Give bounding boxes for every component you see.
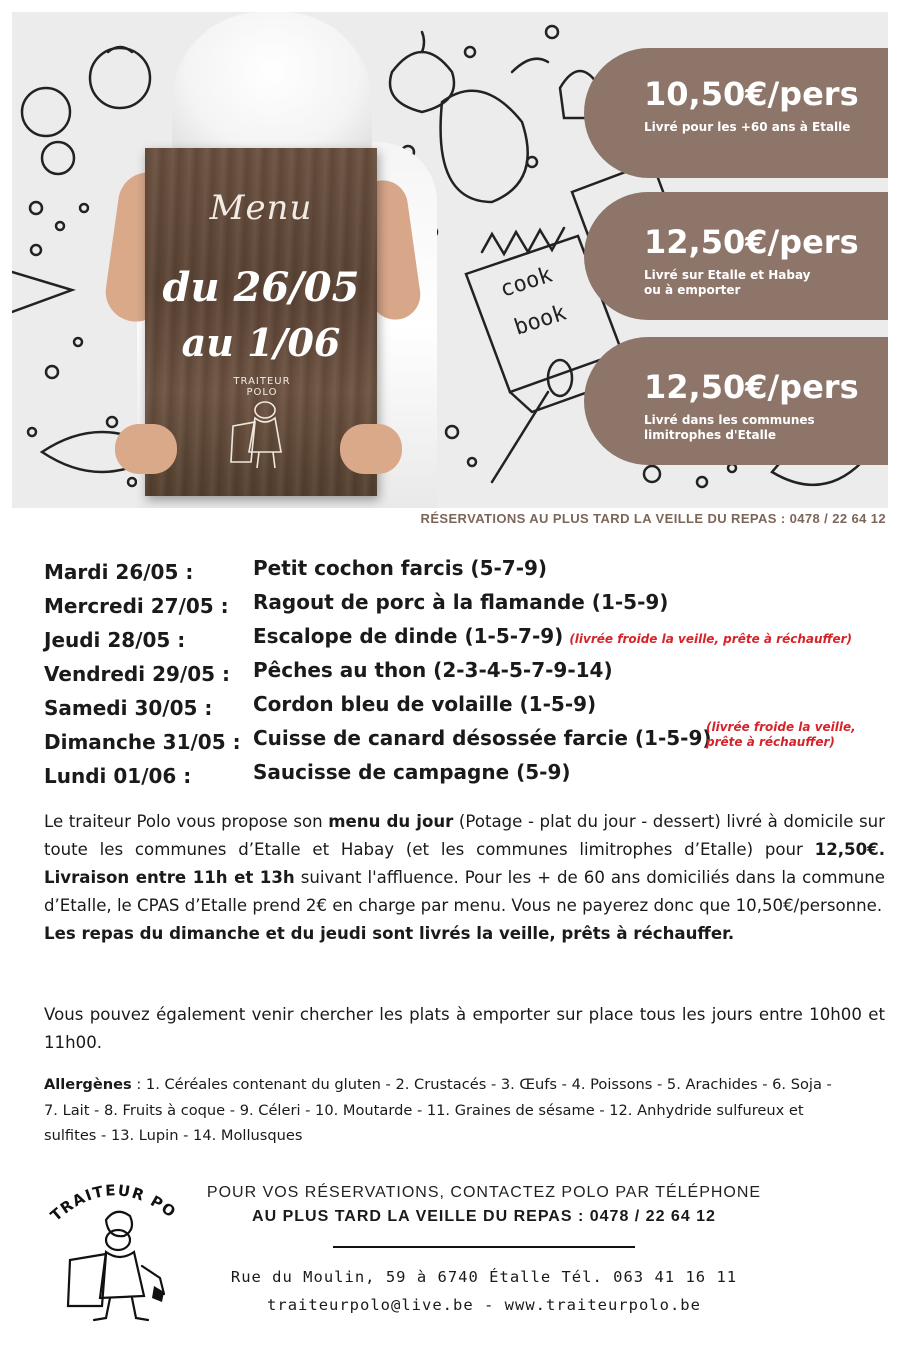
- menu-row: [44, 556, 890, 590]
- menu-dish-with-note: [253, 624, 852, 648]
- menu-dish: Cuisse de canard désossée farcie (1-5-9): [253, 726, 712, 750]
- delivery-note: (livrée froide la veille, prête à réchauffer): [569, 632, 853, 646]
- price-pill-seniors: [584, 48, 888, 178]
- price-description: [644, 120, 888, 135]
- note-line: prête à réchauffer): [706, 735, 835, 749]
- chef-hat: [172, 12, 372, 162]
- menu-day: Mardi 26/05 :: [44, 560, 194, 584]
- menu-dish: Ragout de porc à la flamande (1-5-9): [253, 590, 669, 614]
- takeaway-paragraph: Vous pouvez également venir chercher les plats à emporter sur place tous les jours entre 10h00 et 11h00.: [44, 1005, 885, 1052]
- menu-day: Mercredi 27/05 :: [44, 594, 229, 618]
- footer-address: Rue du Moulin, 59 à 6740 Étalle Tél. 063 41 16 11: [230, 1268, 738, 1286]
- price-amount: 12,50€/pers: [644, 368, 859, 406]
- board-logo-text: TRAITEUR POLO: [233, 376, 291, 398]
- intro-bold: menu du jour: [328, 812, 454, 831]
- menu-dish: Escalope de dinde (1-5-7-9): [253, 624, 564, 648]
- footer-contact: [180, 1184, 788, 1314]
- menu-row: [44, 624, 890, 658]
- price-desc-line: Livré sur Etalle et Habay: [644, 268, 811, 282]
- svg-text:TRAITEUR POLO: [46, 1176, 176, 1225]
- menu-dish: Petit cochon farcis (5-7-9): [253, 556, 548, 580]
- intro-bold: Livraison entre 11h et 13h: [44, 868, 295, 887]
- intro-bold: 12,50€.: [814, 840, 885, 859]
- sunday-delivery-note: [706, 720, 856, 750]
- chef-hand-left: [115, 424, 177, 474]
- menu-row: [44, 590, 890, 624]
- price-amount: 10,50€/pers: [644, 75, 859, 113]
- menu-day: Dimanche 31/05 :: [44, 730, 241, 754]
- chef-hand-right: [340, 424, 402, 474]
- price-description: [644, 413, 888, 443]
- traiteur-polo-logo: [46, 1176, 176, 1326]
- intro-text: Le traiteur Polo vous propose son: [44, 812, 329, 831]
- menu-row: [44, 760, 890, 794]
- note-line: (livrée froide la veille,: [706, 720, 856, 734]
- menu-day: Vendredi 29/05 :: [44, 662, 230, 686]
- price-description: [644, 268, 888, 298]
- allergens-label: Allergènes: [44, 1076, 132, 1093]
- price-pill-etalle-habay: [584, 192, 888, 320]
- price-desc-line: Livré pour les +60 ans à Etalle: [644, 120, 851, 134]
- menu-day: Jeudi 28/05 :: [44, 628, 186, 652]
- reservation-strip: RÉSERVATIONS AU PLUS TARD LA VEILLE DU REPAS : 0478 / 22 64 12: [420, 511, 886, 526]
- menu-row: [44, 658, 890, 692]
- allergens-text: : 1. Céréales contenant du gluten - 2. Crustacés - 3. Œufs - 4. Poissons - 5. Arachides - 6. Soja - 7. Lait - 8. Fruits à coque - 9. Céleri - 10. Moutarde - 11. Graines de sésame - 12. Anhydride sulfureux et sulfites - 13. Lupin - 14. Mollusques: [44, 1076, 832, 1144]
- price-pill-neighbouring: [584, 337, 888, 465]
- board-menu-title: Menu: [209, 188, 313, 228]
- intro-paragraph: [44, 808, 885, 948]
- price-desc-line: limitrophes d'Etalle: [644, 428, 776, 442]
- cook-text: cook: [497, 262, 556, 303]
- footer-deadline-line: AU PLUS TARD LA VEILLE DU REPAS : 0478 / 22 64 12: [252, 1208, 716, 1225]
- footer-reservation-line: POUR VOS RÉSERVATIONS, CONTACTEZ POLO PAR TÉLÉPHONE: [206, 1184, 762, 1201]
- menu-day: Lundi 01/06 :: [44, 764, 192, 788]
- intro-text: (Potage - plat du jour - dessert) livré à domicile sur toute les communes d’Etalle et Habay (et les communes limitrophes d’Etalle) pour: [44, 812, 886, 859]
- board-traiteur-polo-logo: [219, 376, 305, 476]
- footer-web: traiteurpolo@live.be - www.traiteurpolo.be: [267, 1296, 701, 1314]
- weekly-menu-list: [44, 556, 890, 794]
- footer-divider: [333, 1246, 635, 1248]
- price-desc-line: ou à emporter: [644, 283, 741, 297]
- menu-dish: Pêches au thon (2-3-4-5-7-9-14): [253, 658, 613, 682]
- allergens-list: [44, 1072, 844, 1149]
- menu-dish: Cordon bleu de volaille (1-5-9): [253, 692, 597, 716]
- menu-dish: Saucisse de campagne (5-9): [253, 760, 571, 784]
- menu-day: Samedi 30/05 :: [44, 696, 213, 720]
- board-date-from: du 26/05: [162, 264, 360, 311]
- hero-banner: [12, 12, 888, 508]
- price-desc-line: Livré dans les communes: [644, 413, 815, 427]
- intro-text: suivant l'affluence. Pour les + de 60 ans domiciliés dans la commune d’Etalle, le CPAS d’Etalle prend 2€ en charge par menu. Vous ne payerez donc que 10,50€/personne.: [44, 868, 885, 915]
- price-amount: 12,50€/pers: [644, 223, 859, 261]
- board-date-to: au 1/06: [181, 320, 341, 365]
- book-text: book: [511, 300, 570, 341]
- logo-arc-text: TRAITEUR P: [46, 1181, 168, 1225]
- weekend-delivery-notice: Les repas du dimanche et du jeudi sont livrés la veille, prêts à réchauffer.: [44, 924, 735, 943]
